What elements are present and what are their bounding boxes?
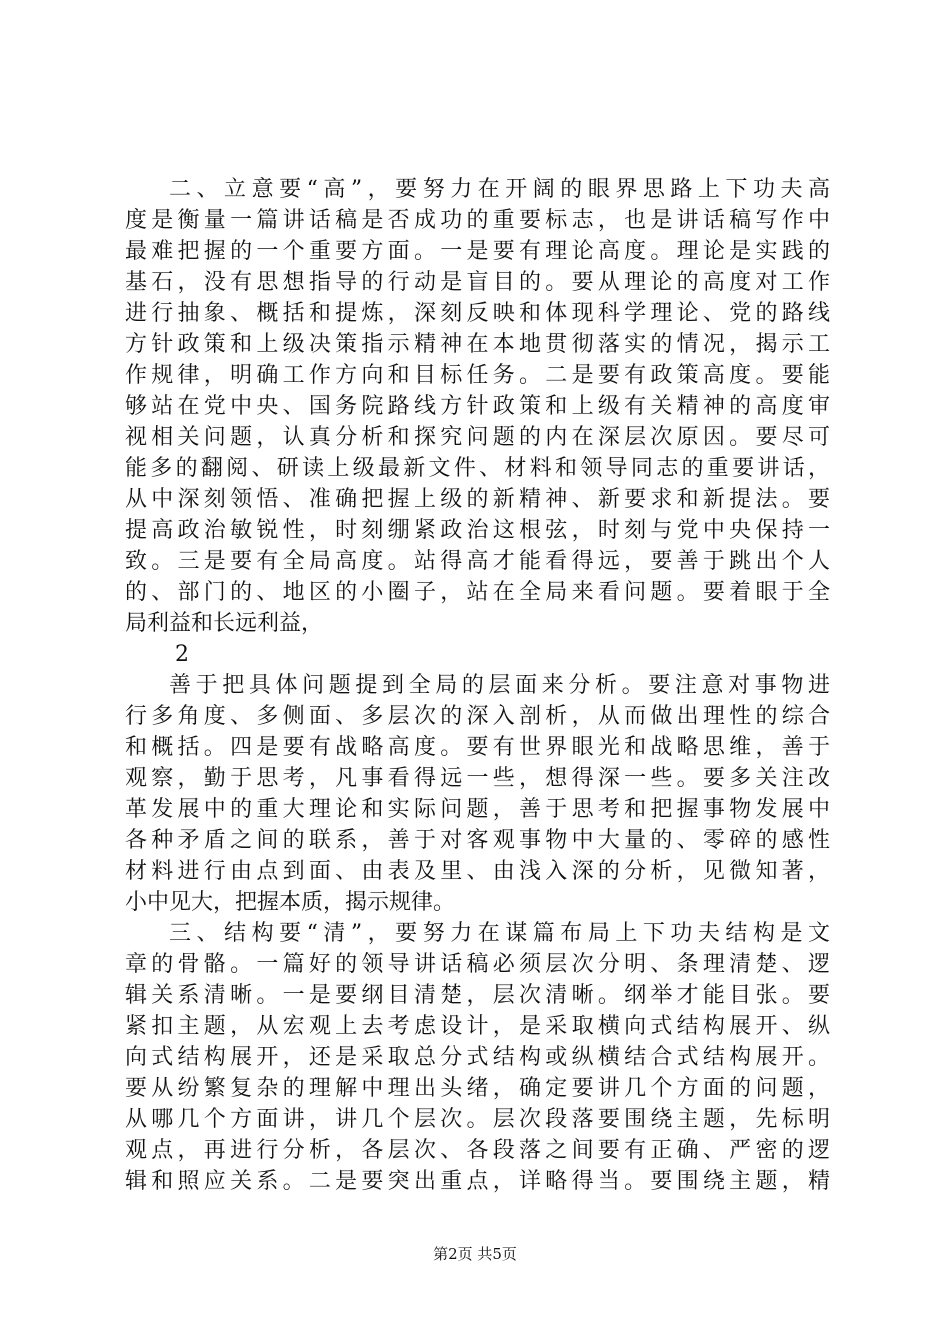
paragraph-line: 视相关问题，认真分析和探究问题的内在深层次原因。要尽可 xyxy=(125,425,830,450)
paragraph-line: 行多角度、多侧面、多层次的深入剖析，从而做出理性的综合 xyxy=(125,704,830,729)
paragraph-line: 善于把具体问题提到全局的层面来分析。要注意对事物进 xyxy=(169,673,830,698)
paragraph-line: 观察，勤于思考，凡事看得远一些，想得深一些。要多关注改 xyxy=(125,766,830,791)
paragraph-line: 小中见大，把握本质，揭示规律。 xyxy=(125,890,456,915)
paragraph-line: 章的骨骼。一篇好的领导讲话稿必须层次分明、条理清楚、逻 xyxy=(125,952,830,977)
paragraph-line: 从中深刻领悟、准确把握上级的新精神、新要求和新提法。要 xyxy=(125,487,830,512)
paragraph-line: 的、部门的、地区的小圈子，站在全局来看问题。要着眼于全 xyxy=(125,580,830,605)
paragraph-line: 三、结构要“清”，要努力在谋篇布局上下功夫结构是文 xyxy=(169,921,830,946)
paragraph-line: 观点，再进行分析，各层次、各段落之间要有正确、严密的逻 xyxy=(125,1138,830,1163)
paragraph-line: 和概括。四是要有战略高度。要有世界眼光和战略思维，善于 xyxy=(125,735,830,760)
paragraph-line: 二、立意要“高”，要努力在开阔的眼界思路上下功夫高 xyxy=(169,177,830,202)
paragraph-line: 最难把握的一个重要方面。一是要有理论高度。理论是实践的 xyxy=(125,239,830,264)
paragraph-line: 紧扣主题，从宏观上去考虑设计，是采取横向式结构展开、纵 xyxy=(125,1014,830,1039)
paragraph-line: 从哪几个方面讲，讲几个层次。层次段落要围绕主题，先标明 xyxy=(125,1107,830,1132)
paragraph-line: 度是衡量一篇讲话稿是否成功的重要标志，也是讲话稿写作中 xyxy=(125,208,830,233)
paragraph-line: 进行抽象、概括和提炼，深刻反映和体现科学理论、党的路线 xyxy=(125,301,830,326)
paragraph-line: 提高政治敏锐性，时刻绷紧政治这根弦，时刻与党中央保持一 xyxy=(125,518,830,543)
document-body xyxy=(125,174,830,1197)
paragraph-line: 辑和照应关系。二是要突出重点，详略得当。要围绕主题，精 xyxy=(125,1169,830,1194)
paragraph-line: 辑关系清晰。一是要纲目清楚，层次清晰。纲举才能目张。要 xyxy=(125,983,830,1008)
paragraph-line: 材料进行由点到面、由表及里、由浅入深的分析，见微知著， xyxy=(125,859,830,884)
paragraph-2 xyxy=(125,670,830,918)
page-footer: 第2页 共5页 xyxy=(433,1245,517,1263)
paragraph-line: 作规律，明确工作方向和目标任务。二是要有政策高度。要能 xyxy=(125,363,830,388)
paragraph-line: 够站在党中央、国务院路线方针政策和上级有关精神的高度审 xyxy=(125,394,830,419)
paragraph-line: 致。三是要有全局高度。站得高才能看得远，要善于跳出个人 xyxy=(125,549,830,574)
paragraph-line: 基石，没有思想指导的行动是盲目的。要从理论的高度对工作 xyxy=(125,270,830,295)
paragraph-line: 向式结构展开，还是采取总分式结构或纵横结合式结构展开。 xyxy=(125,1045,830,1070)
paragraph-3 xyxy=(125,918,830,1197)
paragraph-line: 各种矛盾之间的联系，善于对客观事物中大量的、零碎的感性 xyxy=(125,828,830,853)
page-marker: 2 xyxy=(175,642,189,667)
paragraph-line: 能多的翻阅、研读上级最新文件、材料和领导同志的重要讲话， xyxy=(125,456,830,481)
paragraph-line: 局利益和长远利益， xyxy=(125,611,324,636)
paragraph-1 xyxy=(125,174,830,639)
paragraph-line: 方针政策和上级决策指示精神在本地贯彻落实的情况，揭示工 xyxy=(125,332,830,357)
paragraph-line: 革发展中的重大理论和实际问题，善于思考和把握事物发展中 xyxy=(125,797,830,822)
paragraph-line: 要从纷繁复杂的理解中理出头绪，确定要讲几个方面的问题， xyxy=(125,1076,830,1101)
